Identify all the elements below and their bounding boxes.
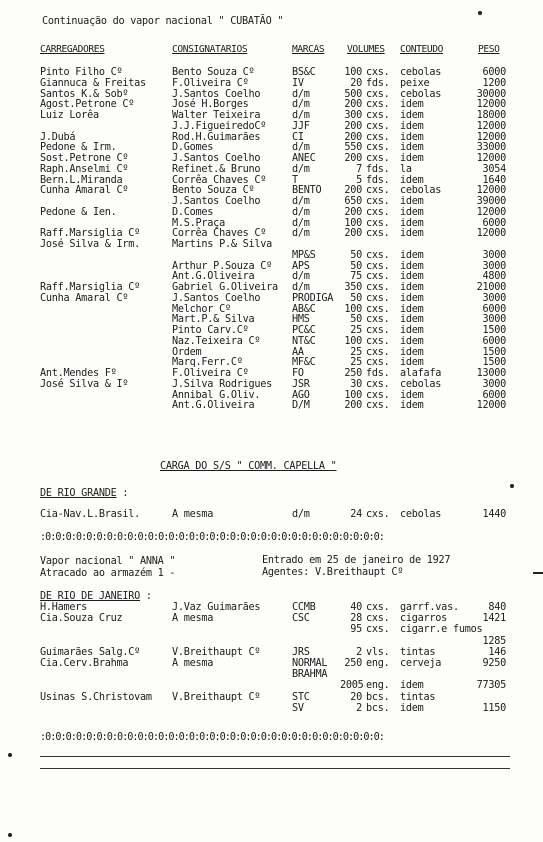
cell-unidade: fds. — [366, 163, 390, 175]
cell-marca: BS&C — [292, 67, 316, 78]
page-title: Continuação do vapor nacional " CUBATÃO " — [42, 16, 284, 27]
cell-volume: 250 — [344, 658, 362, 669]
cell-carregador: Cia.Cerv.Brahma — [40, 658, 129, 669]
cell-unidade: cxs. — [366, 88, 390, 100]
cell-carregador: Luiz Lorêa — [40, 110, 99, 121]
cell-peso: 12000 — [476, 206, 506, 218]
cell-conteudo: idem — [400, 325, 424, 336]
cell-marca: CI — [292, 131, 304, 143]
cell-carregador: Pinto Filho Cº — [40, 67, 123, 78]
cell-unidade: cxs. — [366, 228, 390, 240]
punch-hole-top — [478, 11, 482, 15]
cell-conteudo: cebolas — [400, 67, 442, 78]
cell-unidade: cxs. — [366, 153, 390, 164]
cell-conteudo: idem — [400, 314, 424, 326]
cell-consignatario: J.Santos Coelho — [172, 292, 261, 304]
cell-carregador: Cia.Souza Cruz — [40, 613, 123, 625]
cell-carregador: Agost.Petrone Cº — [40, 99, 135, 111]
cell-consignatario: J.Santos Coelho — [172, 153, 261, 164]
cell-marca: FO — [292, 368, 304, 379]
header-marcas: MARCAS — [292, 44, 325, 55]
cell-unidade: bcs. — [366, 702, 390, 714]
cell-carregador: J.Dubá — [40, 131, 76, 143]
cell-conteudo: cebolas — [400, 185, 442, 197]
cell-conteudo: cerveja — [400, 658, 442, 669]
cell-conteudo: cigarr.e fumos — [400, 624, 483, 636]
cell-volume: 50 — [350, 260, 362, 272]
cell-unidade: cxs. — [366, 378, 390, 390]
punch-hole-low — [8, 753, 12, 757]
cell-volume: 20 — [350, 691, 362, 703]
cell-marca: d/m — [292, 206, 310, 218]
cell-marca: MF&C — [292, 357, 316, 369]
cell-marca: PRODIGA — [292, 292, 334, 304]
cell-consignatario: J.Vaz Guimarães — [172, 602, 261, 613]
cell-consignatario: Corrêa Chaves Cº — [172, 174, 267, 186]
cell-peso: 840 — [488, 602, 506, 613]
section-rio-grande — [40, 488, 128, 499]
bottom-rule-2 — [40, 768, 510, 769]
cell-peso: 1421 — [482, 613, 506, 625]
cell-unidade: cxs. — [366, 260, 390, 272]
cell-marca: BRAHMA — [292, 669, 328, 681]
cell-marca: d/m — [292, 282, 310, 293]
vessel-name: Vapor nacional " ANNA " — [40, 556, 176, 567]
cell-unidade: eng. — [366, 680, 390, 692]
cell-marca: D/M — [292, 400, 310, 412]
cell-conteudo: idem — [400, 153, 424, 164]
cell-conteudo: idem — [400, 110, 424, 121]
punch-hole-bottom — [8, 833, 12, 837]
cell-carregador: Pedone & Ien. — [40, 206, 117, 218]
cell-volume: 5 — [356, 174, 362, 186]
cell-volume: 95 — [350, 624, 362, 636]
cell-unidade: eng. — [366, 658, 390, 669]
cell-marca: JRS — [292, 646, 310, 658]
cell-unidade: vls. — [366, 646, 390, 658]
cell-unidade: cxs. — [366, 185, 390, 197]
cell-conteudo: peixe — [400, 77, 430, 89]
cell-peso: 1440 — [482, 509, 506, 520]
cell-unidade: cxs. — [366, 602, 390, 613]
vessel-moored: Atracado ao armazém 1 - — [40, 568, 176, 579]
cell-conteudo: idem — [400, 196, 424, 207]
cell-volume: 28 — [350, 613, 362, 625]
cell-peso: 13000 — [476, 368, 506, 379]
cell-volume: 650 — [344, 196, 362, 207]
section-rio-janeiro-label: DE RIO DE JANEIRO — [40, 591, 141, 602]
cell-consignatario: José H.Borges — [172, 99, 249, 111]
cell-marca: d/m — [292, 99, 310, 111]
cell-marca: NT&C — [292, 335, 316, 347]
cell-consignatario: Naz.Teixeira Cº — [172, 335, 261, 347]
cell-unidade: cxs. — [366, 292, 390, 304]
cell-unidade: cxs. — [366, 346, 390, 358]
section-rio-janeiro — [40, 591, 152, 602]
cell-peso: 3000 — [482, 249, 506, 261]
cell-consignatario: A mesma — [172, 658, 214, 669]
cell-volume: 500 — [344, 88, 362, 100]
cell-conteudo: idem — [400, 217, 424, 229]
cell-unidade: cxs. — [366, 282, 390, 293]
cell-consignatario: A mesma — [172, 613, 214, 625]
cell-volume: 20 — [350, 77, 362, 89]
cell-conteudo: cebolas — [400, 378, 442, 390]
cell-unidade: cxs. — [366, 303, 390, 315]
edge-mark — [533, 572, 543, 574]
cell-conteudo: tintas — [400, 646, 436, 658]
cell-marca: IV — [292, 77, 304, 89]
cell-carregador: Bern.L.Miranda — [40, 174, 123, 186]
cell-conteudo: idem — [400, 206, 424, 218]
header-conteudo: CONTEUDO — [400, 44, 444, 55]
cell-carregador: Guimarães Salg.Cº — [40, 646, 141, 658]
cell-unidade: cxs. — [366, 335, 390, 347]
cell-peso: 3000 — [482, 292, 506, 304]
cell-unidade: cxs. — [366, 325, 390, 336]
cell-marca: BENTO — [292, 185, 322, 197]
cell-peso: 1640 — [482, 174, 506, 186]
cell-unidade: cxs. — [366, 120, 390, 132]
cell-peso: 1285 — [482, 635, 506, 647]
cell-marca: d/m — [292, 196, 310, 207]
cell-unidade: cxs. — [366, 131, 390, 143]
cell-consignatario: Bento Souza Cº — [172, 67, 255, 78]
cell-carregador: José Silva & Iº — [40, 378, 129, 390]
vessel-arrival: Entrado em 25 de janeiro de 1927 — [262, 555, 451, 566]
header-volumes: VOLUMES — [347, 44, 385, 55]
cell-marca: d/m — [292, 228, 310, 240]
cell-carregador: Raff.Marsiglia Cº — [40, 228, 141, 240]
cell-unidade: fds. — [366, 368, 390, 379]
cell-volume: 200 — [344, 185, 362, 197]
cell-peso: 3000 — [482, 260, 506, 272]
cell-marca: AA — [292, 346, 304, 358]
cell-carregador: José Silva & Irm. — [40, 239, 141, 250]
cell-volume: 40 — [350, 602, 362, 613]
cell-peso: 21000 — [476, 282, 506, 293]
cell-marca: d/m — [292, 163, 310, 175]
cell-peso: 9250 — [482, 658, 506, 669]
cell-volume: 200 — [344, 206, 362, 218]
cell-carregador: Ant.Mendes Fº — [40, 368, 117, 379]
cell-volume: 30 — [350, 378, 362, 390]
cell-conteudo: idem — [400, 174, 424, 186]
cell-unidade: cxs. — [366, 196, 390, 207]
cell-conteudo: idem — [400, 249, 424, 261]
cell-carregador: Cia-Nav.L.Brasil. — [40, 509, 141, 520]
cell-conteudo: idem — [400, 292, 424, 304]
cell-peso: 4800 — [482, 271, 506, 283]
cell-marca: CSC — [292, 613, 310, 625]
cell-volume: 200 — [344, 131, 362, 143]
cell-marca: AGO — [292, 389, 310, 401]
cell-peso: 6000 — [482, 217, 506, 229]
cell-consignatario: D.Gomes — [172, 142, 214, 154]
cell-consignatario: Gabriel G.Oliveira — [172, 282, 278, 293]
cell-conteudo: idem — [400, 400, 424, 412]
cell-consignatario: A mesma — [172, 509, 214, 520]
cell-consignatario: Pinto Carv.Cº — [172, 325, 249, 336]
cell-consignatario: V.Breithaupt Cº — [172, 646, 261, 658]
cargo-title: CARGA DO S/S " COMM. CAPELLA " — [160, 461, 337, 472]
cell-consignatario: Arthur P.Souza Cº — [172, 260, 273, 272]
cell-unidade: cxs. — [366, 99, 390, 111]
cell-volume: 250 — [344, 368, 362, 379]
cell-carregador: Santos K.& Sobº — [40, 88, 129, 100]
cell-unidade: fds. — [366, 77, 390, 89]
cell-carregador: Sost.Petrone Cº — [40, 153, 129, 164]
cell-volume: 2 — [356, 646, 362, 658]
cell-conteudo: cebolas — [400, 509, 442, 520]
cell-consignatario: Corrêa Chaves Cº — [172, 228, 267, 240]
cell-volume: 75 — [350, 271, 362, 283]
cell-peso: 18000 — [476, 110, 506, 121]
cell-peso: 12000 — [476, 153, 506, 164]
cell-marca: d/m — [292, 142, 310, 154]
cell-consignatario: Bento Souza Cº — [172, 185, 255, 197]
cell-volume: 7 — [356, 163, 362, 175]
cell-volume: 100 — [344, 303, 362, 315]
cell-conteudo: idem — [400, 99, 424, 111]
cell-unidade: cxs. — [366, 624, 390, 636]
cell-peso: 3054 — [482, 163, 506, 175]
cell-conteudo: la — [400, 163, 412, 175]
cell-volume: 25 — [350, 325, 362, 336]
cell-marca: NORMAL — [292, 658, 328, 669]
cell-conteudo: idem — [400, 228, 424, 240]
cell-volume: 350 — [344, 282, 362, 293]
cell-consignatario: Rod.H.Guimarães — [172, 131, 261, 143]
cell-consignatario: Refinet.& Bruno — [172, 163, 261, 175]
section-rio-grande-label: DE RIO GRANDE — [40, 488, 117, 499]
cell-conteudo: cigarros — [400, 613, 448, 625]
cell-consignatario: Ordem — [172, 346, 202, 358]
cell-unidade: cxs. — [366, 206, 390, 218]
cell-marca: d/m — [292, 509, 310, 520]
cell-marca: CCMB — [292, 602, 316, 613]
cell-carregador: Giannuca & Freitas — [40, 77, 146, 89]
cell-volume: 2005 — [340, 680, 364, 692]
cell-peso: 12000 — [476, 228, 506, 240]
cell-carregador: H.Hamers — [40, 602, 88, 613]
cell-volume: 100 — [344, 389, 362, 401]
cell-marca: d/m — [292, 217, 310, 229]
cell-volume: 200 — [344, 99, 362, 111]
cell-carregador: Raph.Anselmi Cº — [40, 163, 129, 175]
cell-consignatario: J.Silva Rodrigues — [172, 378, 273, 390]
cell-conteudo: idem — [400, 303, 424, 315]
cell-unidade: cxs. — [366, 509, 390, 520]
cell-volume: 300 — [344, 110, 362, 121]
cell-consignatario: Mart.P.& Silva — [172, 314, 255, 326]
cell-conteudo: alafafa — [400, 368, 442, 379]
separator-2: :0:0:0:0:0:0:0:0:0:0:0:0:0:0:0:0:0:0:0:0:0:0:0:0:0:0:0:0:0:0:0:0:0: — [40, 732, 384, 743]
cell-volume: 200 — [344, 153, 362, 164]
cell-peso: 3000 — [482, 314, 506, 326]
header-consignatarios: CONSIGNATARIOS — [172, 44, 248, 55]
cell-unidade: cxs. — [366, 249, 390, 261]
cell-volume: 100 — [344, 67, 362, 78]
cell-consignatario: Ant.G.Oliveira — [172, 271, 255, 283]
cell-consignatario: J.Santos Coelho — [172, 196, 261, 207]
cell-peso: 12000 — [476, 185, 506, 197]
cell-unidade: cxs. — [366, 217, 390, 229]
cell-marca: JJF — [292, 120, 310, 132]
cell-consignatario: J.J.FigueiredoCº — [172, 120, 267, 132]
cell-volume: 200 — [344, 400, 362, 412]
cell-marca: d/m — [292, 110, 310, 121]
cell-marca: MP&S — [292, 249, 316, 261]
cell-conteudo: idem — [400, 335, 424, 347]
section-rio-janeiro-colon: : — [145, 591, 152, 602]
cell-carregador: Raff.Marsiglia Cº — [40, 282, 141, 293]
cell-unidade: cxs. — [366, 613, 390, 625]
cell-peso: 1200 — [482, 77, 506, 89]
cell-volume: 50 — [350, 249, 362, 261]
cell-consignatario: V.Breithaupt Cº — [172, 691, 261, 703]
cell-conteudo: cebolas — [400, 88, 442, 100]
cell-unidade: cxs. — [366, 357, 390, 369]
cell-unidade: cxs. — [366, 67, 390, 78]
cell-peso: 6000 — [482, 389, 506, 401]
cell-conteudo: idem — [400, 702, 424, 714]
cell-peso: 3000 — [482, 378, 506, 390]
cell-marca: AB&C — [292, 303, 316, 315]
punch-hole-mid — [510, 484, 514, 488]
header-carregadores: CARREGADORES — [40, 44, 105, 55]
cell-conteudo: idem — [400, 120, 424, 132]
header-peso: PESO — [478, 44, 500, 55]
cell-consignatario: F.Oliveira Cº — [172, 77, 249, 89]
cell-conteudo: idem — [400, 346, 424, 358]
cell-peso: 1150 — [482, 702, 506, 714]
cell-conteudo: idem — [400, 260, 424, 272]
cell-peso: 12000 — [476, 120, 506, 132]
cell-marca: STC — [292, 691, 310, 703]
cell-peso: 12000 — [476, 131, 506, 143]
cell-marca: PC&C — [292, 325, 316, 336]
cell-peso: 1500 — [482, 325, 506, 336]
cell-peso: 12000 — [476, 400, 506, 412]
bottom-rule-1 — [40, 756, 510, 757]
cell-marca: JSR — [292, 378, 310, 390]
section-rio-grande-colon: : — [122, 488, 129, 499]
cell-conteudo: idem — [400, 680, 424, 692]
cell-peso: 39000 — [476, 196, 506, 207]
cell-consignatario: M.S.Praça — [172, 217, 225, 229]
cell-marca: SV — [292, 702, 304, 714]
cell-volume: 2 — [356, 702, 362, 714]
cell-peso: 6000 — [482, 303, 506, 315]
cell-peso: 1500 — [482, 346, 506, 358]
cell-unidade: cxs. — [366, 314, 390, 326]
cell-peso: 33000 — [476, 142, 506, 154]
cell-consignatario: Walter Teixeira — [172, 110, 261, 121]
cell-volume: 200 — [344, 120, 362, 132]
cell-marca: ANEC — [292, 153, 316, 164]
cell-volume: 550 — [344, 142, 362, 154]
cell-volume: 24 — [350, 509, 362, 520]
cell-conteudo: idem — [400, 389, 424, 401]
separator-1: :0:0:0:0:0:0:0:0:0:0:0:0:0:0:0:0:0:0:0:0:0:0:0:0:0:0:0:0:0:0:0:0:0: — [40, 532, 384, 543]
cell-unidade: fds. — [366, 174, 390, 186]
cell-consignatario: D.Comes — [172, 206, 214, 218]
cell-volume: 100 — [344, 217, 362, 229]
cell-marca: d/m — [292, 88, 310, 100]
cell-conteudo: idem — [400, 282, 424, 293]
cell-conteudo: idem — [400, 142, 424, 154]
cell-carregador: Usinas S.Christovam — [40, 691, 152, 703]
cell-marca: HMS — [292, 314, 310, 326]
cell-marca: T — [292, 174, 298, 186]
cell-consignatario: Annibal G.Oliv. — [172, 389, 261, 401]
cell-unidade: cxs. — [366, 400, 390, 412]
cell-peso: 146 — [488, 646, 506, 658]
cell-carregador: Cunha Amaral Cº — [40, 292, 129, 304]
cell-conteudo: idem — [400, 271, 424, 283]
cell-carregador: Cunha Amaral Cº — [40, 185, 129, 197]
cell-unidade: cxs. — [366, 142, 390, 154]
cell-unidade: cxs. — [366, 271, 390, 283]
cell-peso: 6000 — [482, 67, 506, 78]
cell-carregador: Pedone & Irm. — [40, 142, 117, 154]
cell-volume: 25 — [350, 357, 362, 369]
cell-conteudo: idem — [400, 131, 424, 143]
cell-volume: 100 — [344, 335, 362, 347]
cell-volume: 200 — [344, 228, 362, 240]
cell-consignatario: J.Santos Coelho — [172, 88, 261, 100]
cell-conteudo: tintas — [400, 691, 436, 703]
cell-peso: 1500 — [482, 357, 506, 369]
cell-peso: 77305 — [476, 680, 506, 692]
cell-volume: 25 — [350, 346, 362, 358]
cell-peso: 12000 — [476, 99, 506, 111]
cell-unidade: cxs. — [366, 110, 390, 121]
cell-volume: 50 — [350, 292, 362, 304]
cell-consignatario: F.Oliveira Cº — [172, 368, 249, 379]
cell-unidade: bcs. — [366, 691, 390, 703]
cell-marca: APS — [292, 260, 310, 272]
cell-marca: d/m — [292, 271, 310, 283]
cell-consignatario: Marq.Ferr.Cº — [172, 357, 243, 369]
cell-unidade: cxs. — [366, 389, 390, 401]
cell-consignatario: Melchor Cº — [172, 303, 231, 315]
cell-conteudo: idem — [400, 357, 424, 369]
cell-peso: 6000 — [482, 335, 506, 347]
cell-conteudo: garrf.vas. — [400, 602, 459, 613]
cell-volume: 50 — [350, 314, 362, 326]
cell-consignatario: Ant.G.Oliveira — [172, 400, 255, 412]
cell-peso: 30000 — [476, 88, 506, 100]
cell-consignatario: Martins P.& Silva — [172, 239, 273, 250]
vessel-agents: Agentes: V.Breithaupt Cº — [262, 567, 404, 578]
